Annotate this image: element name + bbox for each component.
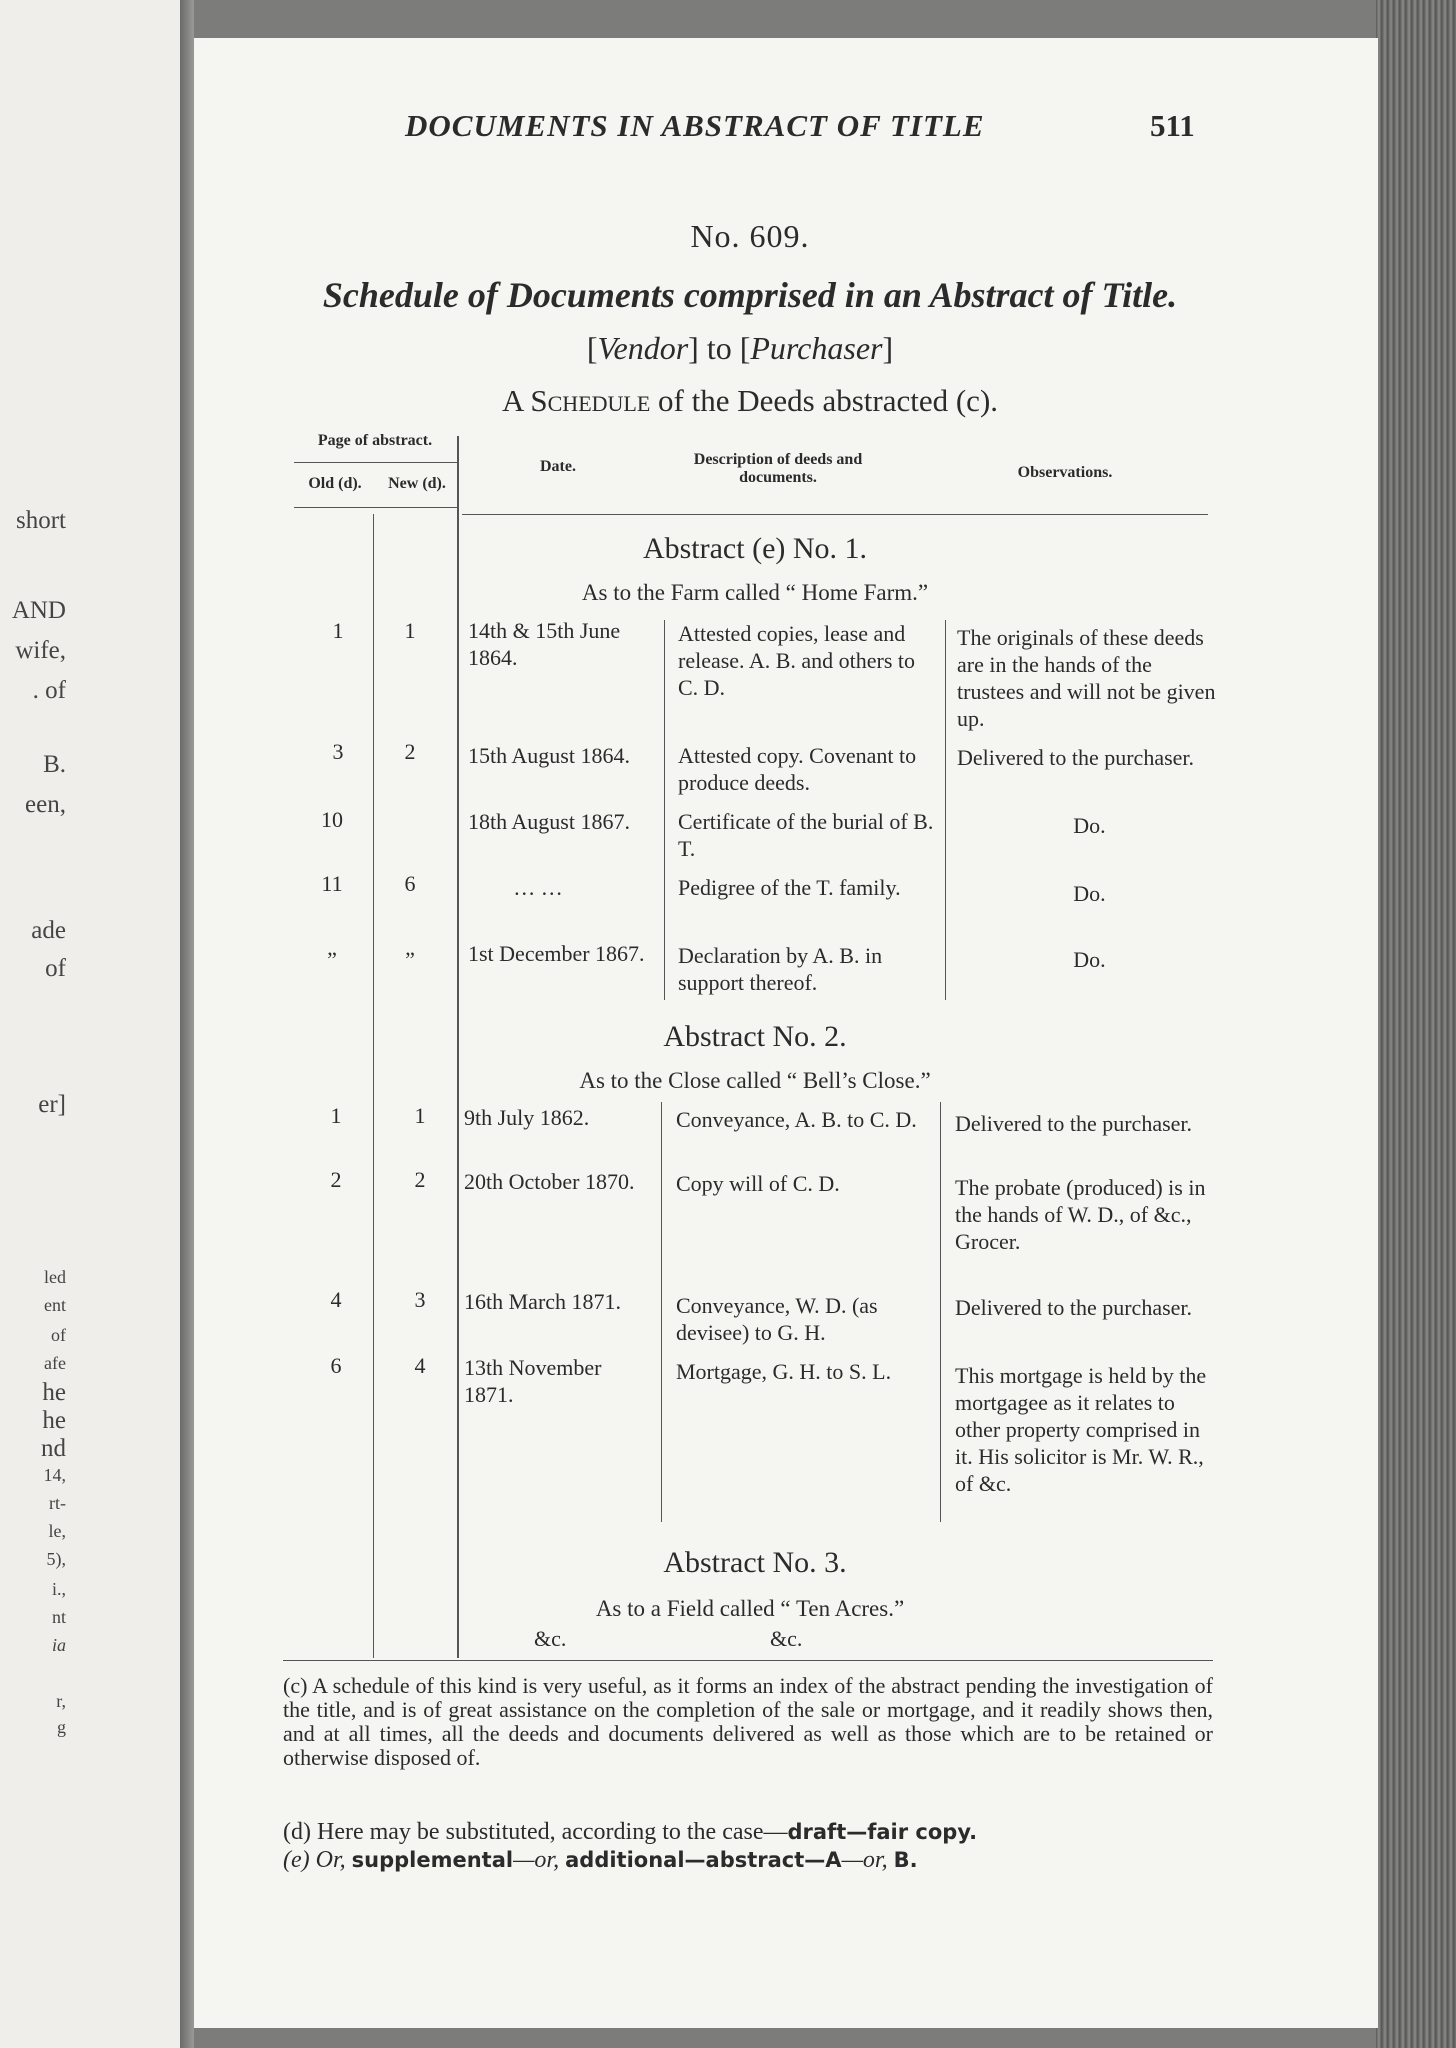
page-number: 511 xyxy=(1150,108,1195,143)
header-rule xyxy=(462,514,1208,515)
old-page: 1 xyxy=(330,1103,342,1128)
deed-observation: Delivered to the purchaser. xyxy=(957,745,1195,770)
schedule-word: Schedule xyxy=(530,383,651,418)
new-page: 1 xyxy=(404,618,416,643)
deed-date: 9th July 1862. xyxy=(464,1105,590,1130)
deed-description: Conveyance, W. D. (as devisee) to G. H. xyxy=(676,1293,878,1345)
deed-description: Declaration by A. B. in support thereof. xyxy=(678,943,883,995)
column-rule xyxy=(945,620,946,1000)
deed-observation: The probate (produced) is in the hands of W. D., of &c., Grocer. xyxy=(955,1175,1206,1254)
old-header: Old (d). xyxy=(308,475,362,492)
deed-observation: Do. xyxy=(1073,947,1106,972)
deed-observation: Delivered to the purchaser. xyxy=(955,1111,1193,1136)
new-page: 1 xyxy=(414,1103,426,1128)
deed-description: Attested copy. Covenant to produce deeds. xyxy=(678,743,917,795)
new-page: 2 xyxy=(404,739,416,764)
deed-description: Attested copies, lease and release. A. B. and others to C. D. xyxy=(678,621,916,700)
footnote-d-bold: draft—fair copy. xyxy=(787,1820,978,1844)
etc-mark: &c. xyxy=(770,1626,803,1651)
abstract-subheading: As to the Close called “ Bell’s Close.” xyxy=(579,1068,931,1093)
deed-observation: Delivered to the purchaser. xyxy=(955,1295,1193,1320)
abstract-subheading: As to a Field called “ Ten Acres.” xyxy=(595,1596,905,1621)
page-of-abstract-header: Page of abstract. xyxy=(317,432,433,449)
facing-fragment: of xyxy=(51,1325,66,1345)
deed-date: 14th & 15th June 1864. xyxy=(468,618,621,670)
abstract-subheading: As to the Farm called “ Home Farm.” xyxy=(581,580,929,605)
old-page: 2 xyxy=(330,1167,342,1192)
new-page: ” xyxy=(405,947,415,972)
old-page: 1 xyxy=(332,618,344,643)
deed-date: … … xyxy=(513,875,563,900)
facing-fragment: rt- xyxy=(49,1493,66,1513)
header-rule xyxy=(294,462,458,463)
purchaser-label: Purchaser xyxy=(750,330,883,366)
date-header: Date. xyxy=(540,458,576,475)
deed-date: 1st December 1867. xyxy=(468,941,645,966)
facing-fragment: le, xyxy=(48,1521,66,1541)
new-page: 6 xyxy=(404,871,416,896)
new-header: New (d). xyxy=(388,475,446,492)
facing-fragment: ade xyxy=(31,917,66,944)
facing-fragment: afe xyxy=(44,1353,66,1373)
footnote-d-text: (d) Here may be substituted, according to the case— xyxy=(283,1819,788,1845)
observations-header: Observations. xyxy=(1017,464,1113,481)
old-page: 3 xyxy=(332,739,344,764)
old-page: 6 xyxy=(330,1353,342,1378)
new-page: 4 xyxy=(414,1353,426,1378)
deed-description: Pedigree of the T. family. xyxy=(678,875,901,900)
page-edges xyxy=(1376,0,1456,2048)
document-title: Schedule of Documents comprised in an Abstract of Title. xyxy=(322,275,1178,315)
facing-fragment: nd xyxy=(41,1435,66,1462)
facing-fragment: een, xyxy=(25,791,66,818)
facing-fragment: wife, xyxy=(15,637,66,664)
facing-fragment: . of xyxy=(32,677,66,704)
facing-fragment: he xyxy=(42,1379,66,1406)
column-rule xyxy=(373,514,374,1658)
schedule-rest: of the Deeds abstracted (c). xyxy=(658,383,999,418)
facing-fragment: 5), xyxy=(46,1549,66,1569)
footnote-c: (c) A schedule of this kind is very useful, as it forms an index of the abstract pending the investigation of the title, and is of great assistance on the completion of the sale or mortgage, and it readily shows then, and at all times, all the deeds and documents delivered as well as those which are to be retained or otherwise disposed of. xyxy=(283,1673,1213,1770)
facing-fragment: B. xyxy=(43,751,66,778)
deed-description: Certificate of the burial of B. T. xyxy=(678,809,934,861)
old-page: ” xyxy=(327,947,337,972)
schedule-heading xyxy=(400,383,1100,419)
old-page: 10 xyxy=(321,807,343,832)
deed-date: 20th October 1870. xyxy=(464,1169,635,1194)
footnote-e-prefix: (e) Or, xyxy=(283,1847,346,1873)
new-page: 3 xyxy=(414,1287,426,1312)
deed-description: Conveyance, A. B. to C. D. xyxy=(676,1107,917,1132)
column-rule xyxy=(661,1102,662,1522)
old-page: 11 xyxy=(321,871,343,896)
vendor-label: Vendor xyxy=(597,330,689,366)
deed-observation: This mortgage is held by the mortgagee as it relates to other property comprised in it. His solicitor is Mr. W. R., of &c. xyxy=(955,1363,1207,1496)
footnote-e-or: —or, xyxy=(841,1847,888,1873)
old-page: 4 xyxy=(330,1287,342,1312)
footnote-e-bold: supplemental xyxy=(351,1848,514,1872)
deed-date: 15th August 1864. xyxy=(468,743,630,768)
facing-fragment: he xyxy=(42,1407,66,1434)
facing-fragment: of xyxy=(45,955,66,982)
footnote-e-bold: B. xyxy=(893,1848,918,1872)
abstract-heading: Abstract No. 3. xyxy=(663,1546,847,1579)
schedule-prefix: A xyxy=(501,383,523,418)
deed-description: Copy will of C. D. xyxy=(676,1171,840,1196)
deed-date: 16th March 1871. xyxy=(464,1289,622,1314)
facing-fragment: ia xyxy=(51,1635,66,1655)
parties-line: [Vendor] to [Purchaser] xyxy=(586,330,894,366)
facing-fragment: AND xyxy=(11,597,66,624)
description-header: Description of deeds and documents. xyxy=(693,451,863,486)
running-title: DOCUMENTS IN ABSTRACT OF TITLE xyxy=(405,108,985,143)
facing-fragment: ent xyxy=(44,1295,66,1315)
facing-fragment: led xyxy=(44,1267,66,1287)
column-rule xyxy=(664,620,665,1000)
deed-date: 13th November 1871. xyxy=(464,1355,602,1407)
deed-observation: Do. xyxy=(1073,813,1106,838)
new-page: 2 xyxy=(414,1167,426,1192)
deed-observation: Do. xyxy=(1073,881,1106,906)
deed-observation: The originals of these deeds are in the hands of the trustees and will not be given up. xyxy=(957,625,1216,731)
facing-fragment: r, xyxy=(56,1691,66,1711)
footnote-d xyxy=(283,1820,1213,1844)
column-rule xyxy=(940,1102,941,1522)
to-word: to xyxy=(706,330,732,366)
facing-fragment: nt xyxy=(51,1607,66,1627)
facing-fragment: 14, xyxy=(43,1465,66,1485)
facing-page xyxy=(0,0,180,2048)
form-number: No. 609. xyxy=(690,218,810,254)
footnote-rule xyxy=(283,1660,1213,1661)
facing-fragment: g xyxy=(57,1717,66,1737)
etc-mark: &c. xyxy=(534,1626,567,1651)
footnote-e-or: —or, xyxy=(513,1847,560,1873)
abstract-heading: Abstract (e) No. 1. xyxy=(642,532,868,565)
facing-fragment: i., xyxy=(51,1579,66,1599)
footnote-e xyxy=(283,1848,1213,1872)
book-gutter xyxy=(180,0,194,2048)
facing-fragment: short xyxy=(16,507,66,534)
header-rule xyxy=(294,507,458,508)
facing-fragment: er] xyxy=(38,1091,66,1118)
footnote-e-bold: additional—abstract—A xyxy=(565,1848,842,1872)
deed-date: 18th August 1867. xyxy=(468,809,630,834)
deed-description: Mortgage, G. H. to S. L. xyxy=(676,1359,892,1384)
abstract-heading: Abstract No. 2. xyxy=(663,1020,847,1053)
column-rule xyxy=(457,436,459,1658)
